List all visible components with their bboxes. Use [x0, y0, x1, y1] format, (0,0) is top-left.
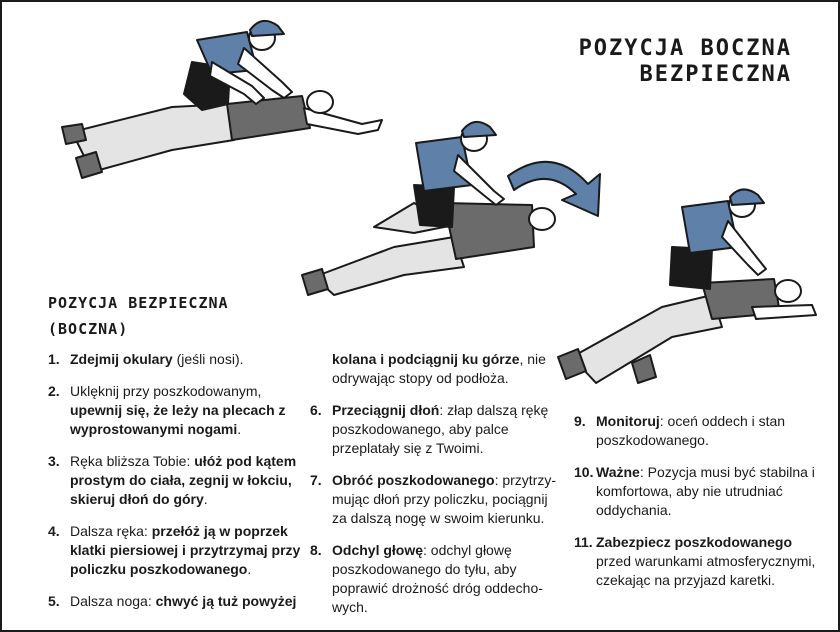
step-number: 2. [48, 383, 60, 399]
rescuer-cap [462, 122, 496, 137]
steps-column-3 [574, 412, 824, 603]
step-text-plain: (jeśli nosi). [172, 351, 244, 367]
rescuer-legs [414, 185, 454, 227]
step-text-bold: Monitoruj [596, 413, 660, 429]
step-text-bold: ułóż pod kątem prostym do ciała, zegnij w łokciu, skieruj dłoń do góry [70, 453, 297, 507]
step-text-plain: : złap dalszą rękę poszkodowanego, aby palce przeplatały się z Twoimi. [332, 402, 549, 456]
step-item [574, 533, 824, 590]
step-text-plain: : odchyl głowę poszkodowanego do tyłu, aby poprawić drożność dróg oddecho-wych. [332, 542, 543, 615]
step-text-bold: upewnij się, że leży na plecach z wyprostowanymi nogami [70, 402, 286, 437]
step-text-plain: : Pozycja musi być stabilna i komfortowa, aby nie utrudniać oddychania. [596, 464, 815, 518]
step-text-plain: . [247, 561, 252, 577]
victim-shoe [62, 124, 86, 144]
steps-column-2 [310, 350, 560, 630]
rescuer-cap [250, 21, 284, 36]
step-number: 3. [48, 453, 60, 469]
step-number: 1. [48, 351, 60, 367]
step-text [70, 593, 296, 609]
section-heading [48, 290, 229, 342]
step-text [332, 472, 556, 526]
step-text [70, 383, 286, 437]
step-text [596, 413, 785, 448]
step-text-plain: Dalsza noga: [70, 593, 156, 609]
step-text-bold: Zabezpiecz poszkodowanego [596, 534, 793, 550]
step-item [310, 401, 560, 458]
poster-title [579, 36, 792, 88]
illustration-step-3 [552, 187, 832, 397]
step-text-plain: . [203, 491, 208, 507]
step-text-bold: Zdejmij okulary [70, 351, 173, 367]
title-line-1: POZYCJA BOCZNA [578, 36, 792, 61]
step-number: 8. [310, 542, 322, 558]
step-text [332, 542, 543, 615]
step-text-bold: Ważne [596, 464, 640, 480]
step-text-bold: Przeciągnij dłoń [332, 402, 440, 418]
step-text-plain: Dalsza ręka: [70, 523, 152, 539]
step-text-bold: chwyć ją tuż powyżej [155, 593, 297, 609]
step-item [310, 471, 560, 528]
step-number: 5. [48, 593, 60, 609]
step-text-bold: Odchyl głowę [332, 542, 424, 558]
step-item [48, 382, 308, 439]
victim-shoe [302, 269, 328, 295]
step-text-plain: : przytrzy-mując dłoń przy policzku, pociągnij za dalszą nogę w swoim kierunku. [332, 472, 557, 526]
step-item [310, 350, 560, 388]
step-number: 11. [574, 534, 593, 550]
step-text-bold: Obróć poszkodowanego [332, 472, 495, 488]
step-text [70, 351, 244, 367]
step-text-plain: , nie odrywając stopy od podłoża. [332, 351, 546, 386]
step-text-bold: przełóż ją w poprzek klatki piersiowej i przytrzymaj przy policzku poszkodowanego [70, 523, 301, 577]
step-text [70, 523, 300, 577]
step-item [574, 463, 824, 520]
step-text-bold: kolana i podciągnij ku górze [332, 351, 520, 367]
step-number: 9. [574, 413, 586, 429]
section-heading-line-1: POZYCJA BEZPIECZNA [48, 294, 229, 312]
step-text-plain: przed warunkami atmosferycznymi, czekając na przyjazd karetki. [596, 553, 816, 588]
victim-legs [314, 237, 464, 295]
section-heading-line-2: (BOCZNA) [48, 320, 129, 338]
step-item [48, 350, 308, 369]
step-text [332, 351, 546, 386]
step-text-plain: Ręka bliższa Tobie: [70, 453, 195, 469]
step-text [332, 402, 548, 456]
victim-arm [752, 305, 816, 319]
steps-column-1 [48, 350, 308, 624]
step-number: 6. [310, 402, 322, 418]
step-item [48, 522, 308, 579]
step-text-plain: Uklęknij przy poszkodowanym, [70, 383, 262, 399]
step-text [70, 453, 296, 507]
step-item [48, 452, 308, 509]
step-text-plain: : oceń oddech i stan poszkodowanego. [596, 413, 786, 448]
step-text-plain: . [237, 421, 242, 437]
step-number: 10. [574, 464, 594, 480]
step-item [48, 592, 308, 611]
title-line-2: BEZPIECZNA [639, 62, 792, 87]
step-item [574, 412, 824, 450]
step-text [596, 534, 815, 588]
victim-shoe [76, 152, 102, 178]
step-item [310, 541, 560, 617]
step-number: 7. [310, 472, 322, 488]
step-text [596, 464, 815, 518]
rescuer-cap [730, 189, 764, 205]
victim-head [775, 280, 801, 302]
step-number: 4. [48, 523, 60, 539]
